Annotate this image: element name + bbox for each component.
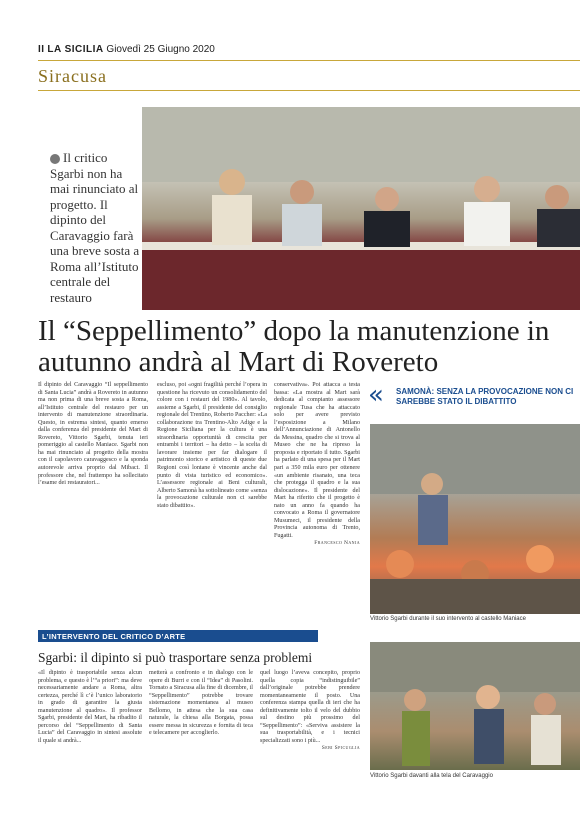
- sgarbi-painting-photo: [370, 642, 580, 770]
- box-photo-caption: Vittorio Sgarbi davanti alla tela del Caravaggio: [370, 773, 493, 779]
- box-signature: Sebi Spicuglia: [321, 745, 360, 752]
- box-column-2: metterà a confronto e in dialogo con le opere di Burri e con il “Idea” di Pasolini. Tornato a Siracusa alla fine di dicembre, il “Seppellimento” potrebbe trovare sistemazione momentanea al museo Bellomo, in attesa che la sua casa naturale, la chiesa alla Borgata, possa essere messa in sicurezza e fornita di teca e telecamere per accoglierlo.: [149, 670, 253, 737]
- box-column-1: «Il dipinto è trasportabile senza alcun problema, e questo è l’“a priori”: ma deve necessariamente andare a Roma, altra certezza, perché lì c’è l’unico laboratorio in grado di garantire la giusta manutenzione al quadro». Il professor Sgarbi, presidente del Mart, ha ribadito il percorso del “Seppellimento di Santa Lucia” del Caravaggio in sintesi assolute il quale si andrà...: [38, 670, 142, 744]
- section-title: Siracusa: [38, 66, 107, 86]
- box-column-3-text: quel luogo l’aveva concepito, proprio quella copia “indistinguibile” dall’originale potrebbe prendere momentaneamente il posto. Una conferenza stampa quella di ieri che ha definitivamente tolto il velo del dubbio sul destino più prossimo del “Seppellimento”: «Serviva assistere la sua trasportabilità, e i tecnici specializzati sono i più...: [260, 670, 360, 744]
- photo-caption-left: Il critico Sgarbi non ha mai rinunciato al progetto. Il dipinto del Caravaggio farà una breve sosta a Roma all’Istituto centrale del restauro: [50, 150, 140, 305]
- sidebar-photo-caption: Vittorio Sgarbi durante il suo intervento al castello Maniace: [370, 616, 526, 622]
- paper-name: LA SICILIA: [47, 44, 104, 55]
- box-column-3: [260, 670, 360, 753]
- section-rule: [38, 90, 580, 91]
- issue-date: Giovedì 25 Giugno 2020: [106, 44, 215, 55]
- conference-photo: [142, 107, 580, 310]
- section-band: L’INTERVENTO DEL CRITICO D’ARTE: [38, 630, 318, 642]
- article-column-3: [274, 382, 360, 548]
- header-rule: [38, 60, 580, 61]
- article-headline: Il “Seppellimento” dopo la manutenzione in autunno andrà al Mart di Rovereto: [38, 315, 550, 378]
- article-column-2: escluso, poi «ogni fragilità perché l’opera in questione ha ricevuto un consolidamento del colore con i restauri del 1980». Al tavolo, assieme a Sgarbi, il presidente del consiglio regionale del Trentino, Roberto Paccher: «La collaborazione tra Trentino-Alto Adige e la Regione Siciliana per la cultura è una straordinaria opportunità di crescita per entrambi i territori – ha detto – la scelta di lavorare insieme per far dialogare il patrimonio storico e artistico di queste due Regioni così lontane è vincente anche dal punto di vista turistico ed economico». L’assessore regionale ai Beni culturali, Alberto Samonà ha sottolineato come «senza la provocazione culturale non ci sarebbe stato dibattito».: [157, 382, 267, 509]
- sgarbi-speaking-photo: [370, 424, 580, 614]
- box-subheadline: Sgarbi: il dipinto si può trasportare senza problemi: [38, 650, 313, 665]
- article-column-1: Il dipinto del Caravaggio “Il seppellimento di Santa Lucia” andrà a Rovereto in autunno ma non prima di una breve sosta a Roma, all’Istituto centrale del restauro per un intervento di manutenzione straordinaria. Questo, in estrema sintesi, quanto emerso dalla conferenza del presidente del Mart di Rovereto, Vittorio Sgarbi, tenuta ieri pomeriggio al castello Maniace. Sgarbi non ha mai rinunciato al progetto della mostra con il capolavoro caravaggesco e la sponda autorevole arriva proprio dal Mibact. Il professore che, nel frattempo ha sollecitato l’esame dei restauratori...: [38, 382, 148, 487]
- sidebar-headline: SAMONÀ: SENZA LA PROVOCAZIONE NON CI SAREBBE STATO IL DIBATTITO: [396, 387, 574, 406]
- page-number: II: [38, 44, 45, 55]
- chevron-left-icon: «: [368, 380, 384, 410]
- article-signature: Francesco Nania: [314, 540, 360, 547]
- bullet-icon: [50, 154, 60, 164]
- page-header: [38, 44, 215, 55]
- article-column-3-text: conservativa». Poi attacca a testa bassa: «La mostra al Mart sarà dedicata al compianto assessore regionale Tusa che ha attaccato solo per avere previsto l’esposizione a Milano dell’Annunciazione di Antonello da Messina, quadro che si trova al Museo che ne ha ripreso la proposta e riportato il tutto. Sgarbi ha parlato di una spesa per il Mart pari a 350 mila euro per ottenere «un ambiente risanato, una teca che protegga il quadro e la sua dislocazione». Il presidente del Mart ha riferito che il progetto è nato un anno fa quando ha convocato a Roma il governatore Musumeci, il presidente della Provincia autonoma di Trento, Fugatti.: [274, 382, 360, 539]
